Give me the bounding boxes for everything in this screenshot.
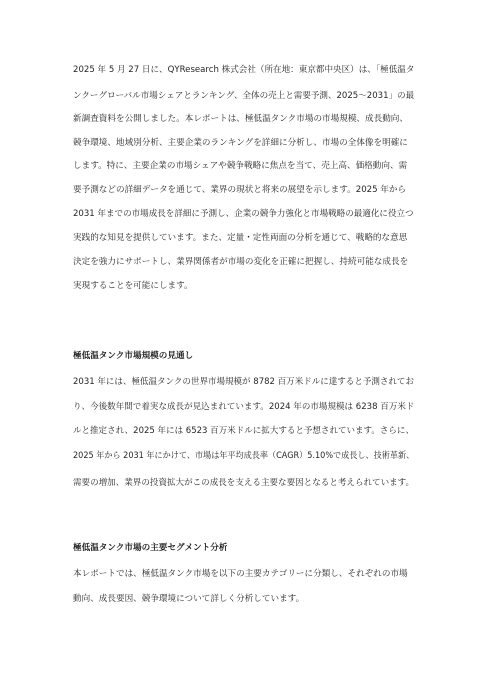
section-heading-market-size: 極低温タンク市場規模の見通し <box>73 351 194 361</box>
market-size-line: 需要の増加、業界の投資拡大がこの成長を支える主要な要因となると考えられています。 <box>73 478 415 488</box>
market-size-line: 2031 年には、極低温タンクの世界市場規模が 8782 百万米ドルに達すると予測されてお <box>73 377 414 387</box>
market-size-line: ルと推定され、2025 年には 6523 百万米ドルに拡大すると予想されています。さらに、 <box>73 426 414 436</box>
intro-line: 2025 年 5 月 27 日に、QYResearch 株式会社（所在地：東京都中央区）は、「極低温タ <box>73 65 415 75</box>
intro-line: 競争環境、地域別分析、主要企業のランキングを詳細に分析し、市場の全体像を明確に <box>73 138 408 148</box>
intro-line: 実現することを可能にします。 <box>73 281 193 291</box>
intro-line: 新調査資料を公開しました。本レポートは、極低温タンク市場の市場規模、成長動向、 <box>73 114 408 124</box>
market-size-line: 2025 年から 2031 年にかけて、市場は年平均成長率（CAGR）5.10%で成長し、技術革新、 <box>73 451 415 461</box>
intro-line: 決定を強力にサポートし、業界関係者が市場の変化を正確に把握し、持続可能な成長を <box>73 257 409 267</box>
market-size-line: り、今後数年間で着実な成長が見込まれています。2024 年の市場規模は 6238 百万米ド <box>73 402 415 412</box>
intro-line: します。特に、主要企業の市場シェアや競争戦略に焦点を当て、売上高、価格動向、需 <box>73 161 408 171</box>
intro-line: ンクーグローバル市場シェアとランキング、全体の売上と需要予測、2025～2031」の最 <box>73 91 415 101</box>
segment-line: 本レポートでは、極低温タンク市場を以下の主要カテゴリーに分類し、それぞれの市場 <box>73 569 408 579</box>
intro-line: 要予測などの詳細データを通じて、業界の現状と将来の展望を示します。2025 年から <box>73 185 407 195</box>
intro-line: 2031 年までの市場成長を詳細に予測し、企業の競争力強化と市場戦略の最適化に役立つ <box>73 209 414 219</box>
intro-line: 実践的な知見を提供しています。また、定量・定性両面の分析を通じて、戦略的な意思 <box>73 233 408 243</box>
section-heading-segment-analysis: 極低温タンク市場の主要セグメント分析 <box>73 543 228 553</box>
segment-line: 動向、成長要因、競争環境について詳しく分析しています。 <box>73 594 305 604</box>
